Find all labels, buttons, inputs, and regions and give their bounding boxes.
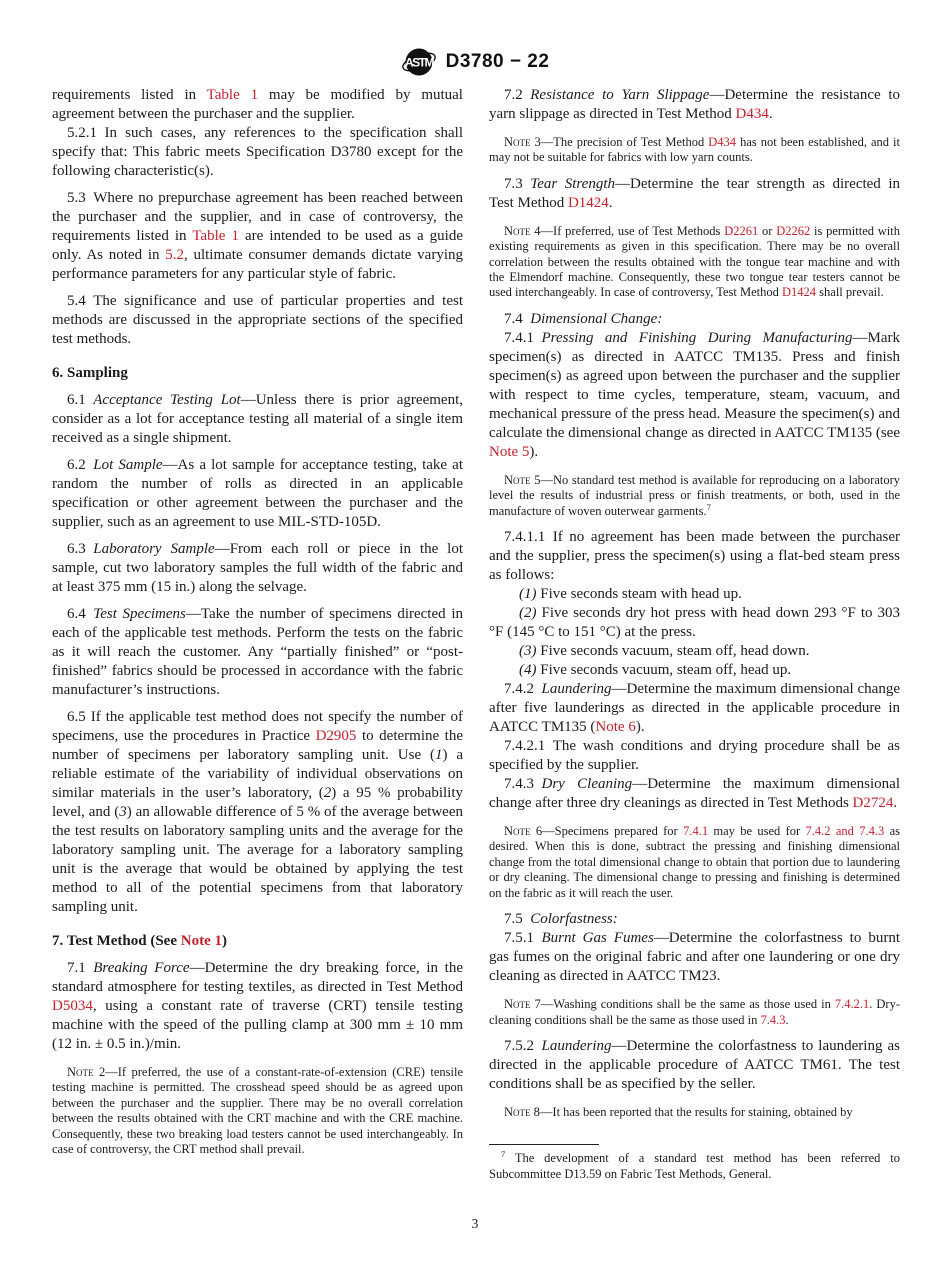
text-run: 5.4 The significance and use of particular properties and test methods are discussed in the appropriate sections of the specified test methods. bbox=[52, 293, 463, 347]
note-text bbox=[489, 997, 900, 1028]
text-run: ). bbox=[635, 719, 645, 736]
text-run: 2 bbox=[323, 785, 332, 801]
text-run: 2—If preferred, the use of a constant-rate-of-extension (CRE) tensile testing machine is permitted. The crosshead speed should be as agreed upon between the purchaser and the supplier. There may be no overall correlation between the results obtained with the CRT machine and with the CRE machine. Consequently, these two breaking load testers cannot be used interchangeably. In case of controversy, the CRT method shall prevail. bbox=[52, 1065, 463, 1157]
text-run: Five seconds dry hot press with head down 293 °F to 303 °F (145 °C to 151 °C) at the press. bbox=[489, 605, 900, 641]
text-run: Resistance to Yarn Slippage bbox=[530, 87, 710, 103]
ref-link[interactable]: 5.2 bbox=[165, 247, 184, 263]
list-item bbox=[489, 661, 900, 680]
paragraph bbox=[52, 189, 463, 284]
text-run: may be modified by mutual agreement between the purchaser and the supplier. bbox=[52, 87, 463, 122]
paragraph bbox=[52, 605, 463, 700]
ref-link[interactable]: Note 1 bbox=[180, 933, 222, 949]
ref-link[interactable]: D434 bbox=[735, 106, 769, 122]
text-run: 4—If preferred, use of Test Methods bbox=[530, 223, 725, 238]
text-run: . bbox=[768, 106, 773, 122]
text-run: (4) bbox=[519, 662, 537, 679]
text-run: Note bbox=[504, 223, 531, 238]
paragraph bbox=[52, 959, 463, 1054]
text-run: requirements listed in bbox=[52, 87, 207, 103]
text-run: or bbox=[758, 223, 777, 238]
right-column bbox=[489, 86, 900, 1183]
text-run: . bbox=[893, 795, 898, 812]
text-run: Lot Sample bbox=[93, 457, 163, 473]
svg-text:ASTM: ASTM bbox=[404, 55, 433, 70]
note-text bbox=[52, 1065, 463, 1157]
text-run: ) an allowable difference of 5 % of the average between the test results on laboratory sampling units and the average for the laboratory sampling unit. The average for a laboratory sampling unit is the average that would be obtained by applying the test method to all of the potential specimens from that laboratory sampling unit. bbox=[52, 804, 463, 915]
ref-link[interactable]: D2261 bbox=[724, 223, 759, 238]
paragraph bbox=[489, 1037, 900, 1094]
text-run: 7.4.1 bbox=[504, 329, 542, 346]
text-run: Note bbox=[504, 1104, 531, 1119]
note-text bbox=[489, 1105, 900, 1120]
text-run: 7 bbox=[501, 1149, 506, 1160]
text-run: 6.4 bbox=[67, 606, 94, 622]
text-run: . Dry-cleaning conditions shall be the same as those used in bbox=[489, 997, 901, 1027]
note-text bbox=[489, 473, 900, 519]
text-run: 6.3 bbox=[67, 541, 94, 557]
paragraph bbox=[489, 910, 900, 929]
paragraph bbox=[489, 86, 900, 124]
text-run: —Determine the colorfastness to burnt gas fumes on the original fabric and after one laundering or one dry cleaning as directed in AATCC TM23. bbox=[489, 930, 900, 985]
ref-link[interactable]: Table 1 bbox=[192, 228, 239, 244]
text-run: —From each roll or piece in the lot sample, cut two laboratory samples the full width of the fabric and at least 375 mm (15 in.) along the selvage. bbox=[52, 541, 463, 595]
text-run: Note bbox=[504, 997, 531, 1012]
ref-link[interactable]: 7.4.3 bbox=[760, 1012, 786, 1027]
text-run: Note bbox=[504, 135, 531, 149]
text-run: 7.1 bbox=[67, 960, 94, 976]
ref-link[interactable]: D434 bbox=[708, 135, 737, 149]
text-run: Laundering bbox=[541, 681, 612, 698]
paragraph bbox=[489, 775, 900, 813]
two-column-body bbox=[52, 86, 900, 1183]
ref-link[interactable]: 7.4.2.1 bbox=[834, 997, 870, 1012]
text-run: 7.4.2.1 The wash conditions and drying procedure shall be as specified by the supplier. bbox=[489, 738, 900, 774]
paragraph bbox=[489, 329, 900, 462]
text-run: to determine the number of specimens per laboratory sampling unit. Use ( bbox=[52, 728, 464, 763]
footnote-divider bbox=[489, 1144, 599, 1145]
text-run: Laundering bbox=[541, 1037, 612, 1054]
text-run: , ultimate consumer demands dictate varying performance parameters for any particular style of fabric. bbox=[52, 247, 463, 282]
text-run: ) a 95 % probability level, and ( bbox=[52, 785, 463, 820]
text-run: Note bbox=[504, 472, 531, 487]
text-run: Pressing and Finishing During Manufacturing bbox=[541, 329, 853, 346]
paragraph bbox=[52, 124, 463, 181]
text-run: —Determine the maximum dimensional change after three dry cleanings as directed in Test Methods bbox=[489, 776, 901, 812]
text-run: Note bbox=[67, 1065, 94, 1079]
text-run: 5.2.1 In such cases, any references to the specification shall specify that: This fabric meets Specification D3780 except for the following characteristic(s). bbox=[52, 125, 463, 179]
ref-link[interactable]: 7.4.2 and 7.4.3 bbox=[805, 824, 885, 839]
text-run: 7.2 bbox=[504, 87, 531, 103]
paragraph bbox=[52, 540, 463, 597]
document-designation: D3780 − 22 bbox=[445, 51, 550, 72]
text-run: 6.5 If the applicable test method does not specify the number of specimens, use the procedures in Practice bbox=[52, 709, 463, 744]
text-run: 7.4.3 bbox=[504, 776, 542, 793]
note-text bbox=[489, 224, 900, 301]
text-run: Laboratory Sample bbox=[93, 541, 215, 557]
text-run: 8—It has been reported that the results for staining, obtained by bbox=[530, 1104, 853, 1119]
text-run: —Determine the resistance to yarn slippage as directed in Test Method bbox=[489, 87, 901, 122]
text-run: . bbox=[608, 194, 613, 211]
text-run: Five seconds vacuum, steam off, head down. bbox=[536, 643, 810, 660]
text-run: 3 bbox=[119, 804, 127, 820]
paragraph bbox=[489, 528, 900, 585]
text-run: may be used for bbox=[708, 824, 806, 839]
paragraph bbox=[52, 708, 463, 917]
text-run: Five seconds vacuum, steam off, head up. bbox=[536, 662, 792, 679]
text-run: Acceptance Testing Lot bbox=[93, 392, 241, 408]
text-run: as desired. When this is done, subtract the pressing and finishing dimensional change from the total dimensional change to obtain that portion due to laundering or dry cleaning. The dimensional change to pressing and finishing is determined on the fabric as it will reach the user. bbox=[489, 824, 900, 900]
paragraph bbox=[489, 929, 900, 986]
ref-link[interactable]: 7.4.1 bbox=[683, 824, 709, 839]
note-text bbox=[489, 135, 900, 166]
paragraph bbox=[52, 456, 463, 532]
text-run: (See bbox=[146, 933, 181, 949]
ref-link[interactable]: D1424 bbox=[567, 194, 609, 211]
text-run: —Mark specimen(s) as directed in AATCC TM135. Press and finish specimen(s) as agreed upon between the purchaser and the supplier with respect to time cycles, temperature, steam, vacuum, and mechanical pressure of the press head. Measure the specimen(s) and calculate the dimensional change as directed in AATCC TM135 (see bbox=[489, 329, 900, 441]
text-run: 5.3 Where no prepurchase agreement has been reached between the purchaser and the supplier, and in case of controversy, the requirements listed in bbox=[52, 190, 463, 244]
text-run: Tear Strength bbox=[530, 175, 615, 192]
text-run: 7.4.2 bbox=[504, 681, 542, 698]
section-heading bbox=[52, 364, 463, 383]
astm-logo-icon bbox=[401, 44, 437, 80]
text-run: —Determine the colorfastness to laundering as directed in the applicable procedure of AATCC TM61. The test conditions shall be as specified by the seller. bbox=[489, 1037, 900, 1092]
text-run: , using a constant rate of traverse (CRT) tensile testing machine with the speed of the pulling clamp at 300 mm ± 10 mm (12 in. ± 0.5 in.)/min. bbox=[52, 998, 463, 1052]
ref-link[interactable]: D2262 bbox=[776, 223, 811, 238]
text-run: Dry Cleaning bbox=[541, 776, 633, 793]
paragraph bbox=[489, 737, 900, 775]
text-run: Note bbox=[504, 824, 531, 839]
text-run: 7.5.2 bbox=[504, 1037, 542, 1054]
text-run: —As a lot sample for acceptance testing, take at random the number of rolls as directed in an applicable specification or other agreement between the purchaser and the supplier, such as an agreement to use MIL-STD-105D. bbox=[52, 457, 464, 530]
text-run: 7—Washing conditions shall be the same as those used in bbox=[530, 997, 835, 1012]
text-run: —Unless there is prior agreement, consider as a lot for acceptance testing all material of a single item received as a single shipment. bbox=[52, 392, 463, 446]
note-text bbox=[489, 824, 900, 901]
text-run: 7 bbox=[706, 501, 711, 512]
left-column bbox=[52, 86, 463, 1183]
text-run: ) bbox=[222, 933, 227, 949]
paragraph bbox=[489, 310, 900, 329]
text-run: ) a reliable estimate of the variability of individual observations on similar materials in the user’s laboratory, ( bbox=[52, 747, 464, 801]
text-run: 5—No standard test method is available for reproducing on a laboratory level the results of industrial press or finish treatments, or both, used in the manufacture of woven outerwear garments. bbox=[489, 472, 900, 518]
text-run: 6.1 bbox=[67, 392, 94, 408]
list-item bbox=[489, 604, 900, 642]
text-run: —Take the number of specimens directed in each of the applicable test methods. Perform the tests on the fabric as it will reach the customer. Any “partially finished” or “post-finished” fabrics should be processed in accordance with the fabric manufacturer’s instructions. bbox=[52, 606, 463, 698]
text-run: Dimensional Change: bbox=[530, 310, 663, 327]
paragraph bbox=[52, 391, 463, 448]
page-header bbox=[0, 44, 950, 80]
text-run: The development of a standard test method has been referred to Subcommittee D13.59 on Fabric Test Methods, General. bbox=[489, 1151, 900, 1182]
footnote-text bbox=[489, 1151, 900, 1183]
paragraph bbox=[489, 175, 900, 213]
text-run: 7.4 bbox=[504, 310, 531, 327]
ref-link[interactable]: Note 6 bbox=[595, 719, 636, 736]
list-item bbox=[489, 585, 900, 604]
paragraph bbox=[52, 292, 463, 349]
text-run: Burnt Gas Fumes bbox=[541, 930, 654, 947]
ref-link[interactable]: D2724 bbox=[852, 795, 894, 812]
text-run: 6—Specimens prepared for bbox=[530, 824, 684, 839]
text-run: (3) bbox=[519, 643, 537, 660]
ref-link[interactable]: D1424 bbox=[782, 285, 817, 300]
text-run: Five seconds steam with head up. bbox=[536, 586, 742, 603]
text-run: 6. Sampling bbox=[52, 365, 128, 381]
text-run: has not been established, and it may not be suitable for fabrics with low yarn counts. bbox=[489, 135, 900, 165]
paragraph-continuation bbox=[52, 86, 463, 124]
text-run: —Determine the dry breaking force, in the standard atmosphere for testing textiles, as directed in Test Method bbox=[52, 960, 464, 995]
ref-link[interactable]: Note 5 bbox=[489, 443, 530, 460]
text-run: 6.2 bbox=[67, 457, 94, 473]
text-run: 7. Test Method bbox=[52, 933, 147, 949]
ref-link[interactable]: D2905 bbox=[315, 728, 357, 744]
text-run: 1 bbox=[434, 747, 443, 763]
ref-link[interactable]: Table 1 bbox=[206, 87, 259, 103]
text-run: 7.5 bbox=[504, 911, 531, 928]
text-run: . bbox=[785, 1012, 789, 1027]
paragraph bbox=[489, 680, 900, 737]
text-run: 7.5.1 bbox=[504, 930, 542, 947]
text-run: are intended to be used as a guide only. As noted in bbox=[52, 228, 463, 263]
text-run: 3—The precision of Test Method bbox=[530, 135, 709, 149]
text-run: 7.3 bbox=[504, 175, 531, 192]
text-run: Breaking Force bbox=[93, 960, 190, 976]
page-number: 3 bbox=[471, 1216, 479, 1231]
list-item bbox=[489, 642, 900, 661]
text-run: is permitted with existing requirements as given in this specification. There may be no overall correlation between the results obtained with the tongue tear machine and with the Elmendorf machine. Consequently, these two tongue tear testers cannot be used interchangeably. In case of controversy, Test Method bbox=[489, 223, 900, 300]
ref-link[interactable]: D5034 bbox=[52, 998, 93, 1014]
text-run: (2) bbox=[519, 605, 537, 622]
text-run: ). bbox=[529, 443, 539, 460]
section-heading bbox=[52, 932, 463, 951]
text-run: —Determine the maximum dimensional change after five launderings as directed in the applicable procedure in AATCC TM135 ( bbox=[489, 681, 900, 736]
text-run: 7.4.1.1 If no agreement has been made between the purchaser and the supplier, press the specimen(s) using a flat-bed steam press as follows: bbox=[489, 529, 900, 584]
text-run: shall prevail. bbox=[816, 285, 884, 300]
text-run: (1) bbox=[519, 586, 537, 603]
text-run: —Determine the tear strength as directed in Test Method bbox=[489, 175, 900, 211]
text-run: Colorfastness: bbox=[530, 911, 618, 928]
text-run: Test Specimens bbox=[93, 606, 186, 622]
